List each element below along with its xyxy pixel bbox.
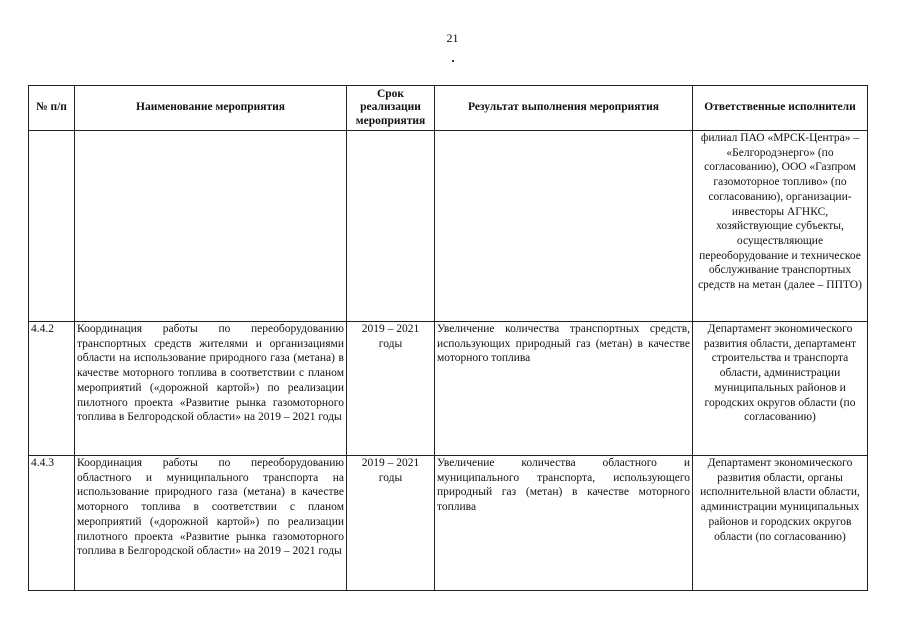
table-row (29, 456, 868, 591)
header-result: Результат выполнения мероприятия (435, 86, 693, 131)
action-plan-table (28, 85, 868, 591)
row-name: Координация работы по переоборудованию транспортных средств жителями и организациями области на использование природного газа (метана) в качестве моторного топлива в соответствии с планом мероприятий («дорожной картой») по реализации пилотного проекта «Развитие рынка газомоторного топлива в Белгородской области» на 2019 – 2021 годы (75, 322, 347, 456)
header-term: Срок реализации мероприятия (347, 86, 435, 131)
header-name: Наименование мероприятия (75, 86, 347, 131)
row-term: 2019 – 2021 годы (347, 456, 435, 591)
row-term (347, 131, 435, 322)
row-responsible: Департамент экономического развития области, департамент строительства и транспорта области, администрации муниципальных районов и городских округов области (по согласованию) (693, 322, 868, 456)
row-responsible: Департамент экономического развития области, органы исполнительной власти области, администрации муниципальных районов и городских округов области (по согласованию) (693, 456, 868, 591)
scan-mark (452, 60, 454, 62)
table-row (29, 322, 868, 456)
row-result (435, 131, 693, 322)
row-term: 2019 – 2021 годы (347, 322, 435, 456)
row-number: 4.4.3 (29, 456, 75, 591)
row-responsible: филиал ПАО «МРСК-Центра» – «Белгородэнерго» (по согласованию), ООО «Газпром газомоторное топливо» (по согласованию), организации-инвесторы АГНКС, хозяйствующие субъекты, осуществляющие переоборудование и техническое обслуживание транспортных средств на метан (далее – ППТО) (693, 131, 868, 322)
row-result: Увеличение количества транспортных средств, использующих природный газ (метан) в качестве моторного топлива (435, 322, 693, 456)
row-number (29, 131, 75, 322)
row-name (75, 131, 347, 322)
table-header-row (29, 86, 868, 131)
table-row (29, 131, 868, 322)
header-number: № п/п (29, 86, 75, 131)
page-number: 21 (446, 31, 459, 45)
row-name: Координация работы по переоборудованию областного и муниципального транспорта на использование природного газа (метана) в качестве моторного топлива в соответствии с планом мероприятий («дорожной картой») по реализации пилотного проекта «Развитие рынка газомоторного топлива в Белгородской области» на 2019 – 2021 годы (75, 456, 347, 591)
row-result: Увеличение количества областного и муниципального транспорта, использующего природный газ (метан) в качестве моторного топлива (435, 456, 693, 591)
row-number: 4.4.2 (29, 322, 75, 456)
header-responsible: Ответственные исполнители (693, 86, 868, 131)
